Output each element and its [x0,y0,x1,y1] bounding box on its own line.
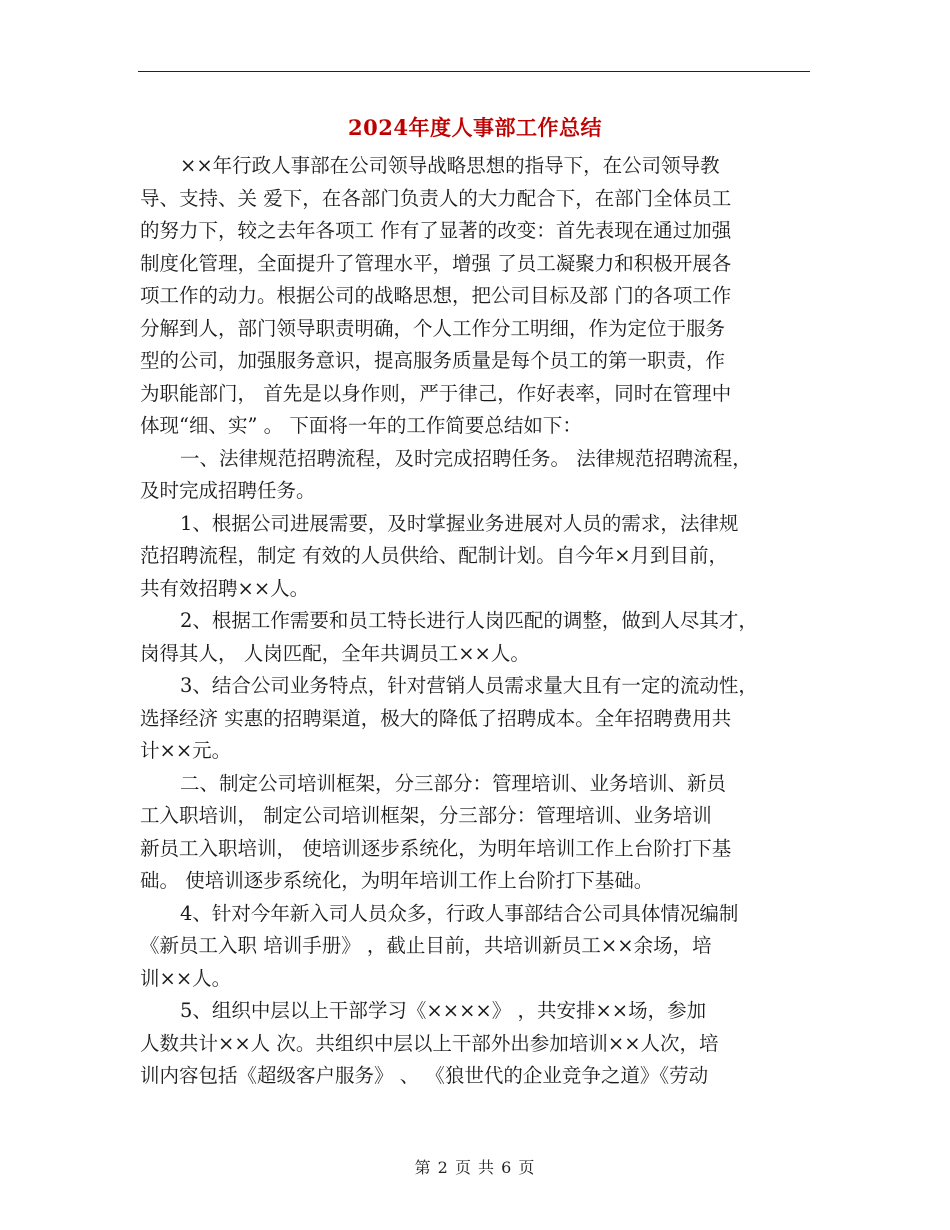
text-line: 范招聘流程，制定 有效的人员供给、配制计划。自今年×月到目前， [140,544,729,567]
header-rule [138,71,810,72]
text-line: 计××元。 [140,739,232,762]
text-line: 5、组织中层以上干部学习《××××》 ，共安排××场，参加 [180,999,707,1022]
paragraph-section-1 [140,443,812,508]
text-line: 人数共计××人 次。共组织中层以上干部外出参加培训××人次，培 [140,1031,719,1055]
text-line: 二、制定公司培训框架，分三部分：管理培训、业务培训、新员 [180,771,727,795]
text-line: 2、根据工作需要和员工特长进行人岗匹配的调整，做到人尽其才， [180,609,758,632]
paragraph-item-5 [140,995,812,1093]
paragraph-item-3 [140,670,812,768]
text-line: 及时完成招聘任务。 [140,479,316,502]
text-line: 选择经济 实惠的招聘渠道，极大的降低了招聘成本。全年招聘费用共 [140,706,732,730]
text-line: 项工作的动力。根据公司的战略思想，把公司目标及部 门的各项工作 [140,284,732,307]
paragraph-section-2 [140,768,812,898]
paragraph-item-1 [140,508,812,606]
text-line: 的努力下，较之去年各项工 作有了显著的改变：首先表现在通过加强 [140,219,732,242]
text-line: 工入职培训， 制定公司培训框架，分三部分：管理培训、业务培训 [140,804,712,827]
text-line: 共有效招聘××人。 [140,576,310,600]
text-line: 1、根据公司进展需要，及时掌握业务进展对人员的需求，法律规 [180,511,739,535]
text-line: 制度化管理，全面提升了管理水平，增强 了员工凝聚力和积极开展各 [140,251,732,275]
text-line: 为职能部门， 首先是以身作则，严于律己，作好表率，同时在管理中 [140,381,732,405]
paragraph-item-4 [140,898,812,996]
paragraph-item-2 [140,605,812,670]
paragraph-intro [140,150,812,443]
text-line: 体现“细、实” 。 下面将一年的工作简要总结如下： [140,414,582,437]
text-line: 础。 使培训逐步系统化，为明年培训工作上台阶打下基础。 [140,869,654,892]
text-line: 型的公司，加强服务意识，提高服务质量是每个员工的第一职责，作 [140,349,726,372]
text-line: ××年行政人事部在公司领导战略思想的指导下，在公司领导教 [180,154,720,177]
text-line: 训××人。 [140,966,232,990]
text-line: 新员工入职培训， 使培训逐步系统化，为明年培训工作上台阶打下基 [140,836,732,860]
text-line: 分解到人，部门领导职责明确，个人工作分工明细，作为定位于服务 [140,316,726,340]
text-line: 岗得其人， 人岗匹配，全年共调员工××人。 [140,641,530,665]
text-line: 一、法律规范招聘流程，及时完成招聘任务。 法律规范招聘流程， [180,446,752,470]
page-number: 第 2 页 共 6 页 [414,1158,536,1177]
text-line: 导、支持、关 爱下，在各部门负责人的大力配合下，在部门全体员工 [140,186,732,210]
text-line: 4、针对今年新入司人员众多，行政人事部结合公司具体情况编制 [180,901,739,925]
text-line: 《新员工入职 培训手册》 ，截止目前，共培训新员工××余场，培 [140,934,712,957]
document-title: 2024年度人事部工作总结 [348,115,602,140]
text-line: 3、结合公司业务特点，针对营销人员需求量大且有一定的流动性， [180,674,758,697]
text-line: 训内容包括《超级客户服务》 、 《狼世代的企业竞争之道》《劳动 [140,1064,709,1087]
document-body [140,150,812,1093]
